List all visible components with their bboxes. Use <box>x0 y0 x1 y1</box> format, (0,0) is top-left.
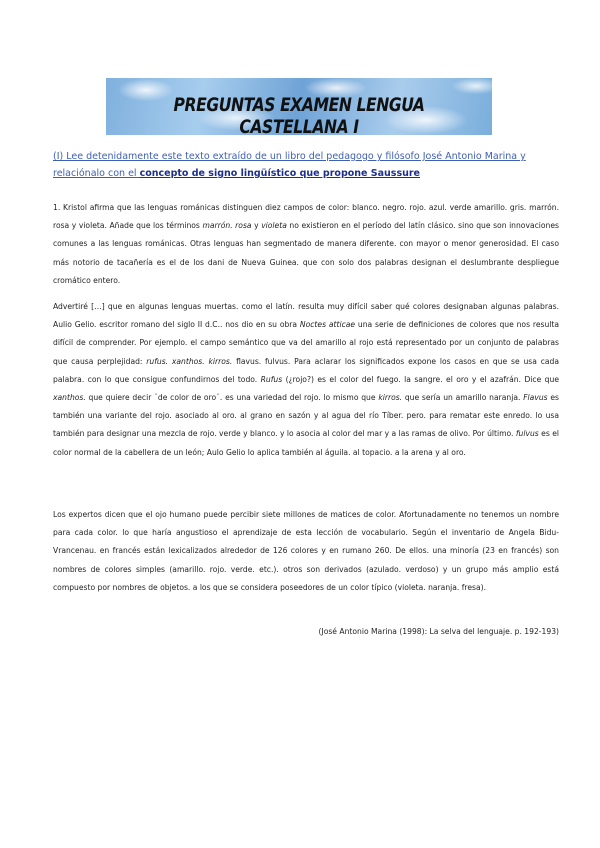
paragraph-1 <box>53 199 559 290</box>
italic-term: marrón. rosa <box>202 221 252 231</box>
italic-term: kirros. <box>378 393 403 403</box>
text-run: no existieron en el período del latín clásico. sino que son innovaciones comunes a las lenguas románicas. Otras lenguas han segmentado de manera diferente. con mayor o menor generosidad. El caso más notorio de tacañería es el de los dani de Nueva Guinea. que con solo dos palabras designan el deslumbrante despliegue cromático entero. <box>53 221 559 285</box>
question-text: (I) Lee detenidamente este texto extraído de un libro del pedagogo y filósofo José Antonio Marina y relaciónalo con el <box>53 151 526 179</box>
text-run: es el color normal de la cabellera de un león; Aulo Gelio lo aplica también al águila. al topacio. a la arena y al oro. <box>53 429 559 457</box>
italic-term: fulvus <box>515 429 539 439</box>
italic-term: Rufus <box>260 374 283 384</box>
question-prompt <box>53 148 559 182</box>
paragraph-2 <box>53 298 559 462</box>
text-run: Los expertos dicen que el ojo humano puede percibir siete millones de matices de color. Afortunadamente no tenemos un nombre para cada color. lo que haría angustioso el aprendizaje de esta lección de vocabulario. Según el inventario de Angela Bidu-Vrancenau. en francés están lexicalizados alrededor de 126 colores y en rumano 260. De ellos. una minoría (23 en francés) son nombres de colores simples (amarillo. rojo. verde. etc.). otros son derivados (azulado. verdoso) y un grupo más amplio está compuesto por nombres de objetos. a los que se considera poseedores de un color típico (violeta. naranja. fresa). <box>53 510 559 592</box>
italic-term: violeta <box>261 221 287 231</box>
text-run: es también una variante del rojo. asociado al oro. al grano en sazón y al agua del río Tíber. pero. para rematar este enredo. lo usa también para designar una mezcla de rojo. verde y blanco. y lo asocia al color del mar y a las ramas de olivo. Por último. <box>53 393 559 439</box>
text-run: que quiere decir ¨de color de oro¨. es una variedad del rojo. lo mismo que <box>85 393 379 403</box>
title-banner <box>106 78 492 135</box>
text-run: y <box>251 221 262 231</box>
italic-term: rufus. xanthos. kirros. <box>146 356 233 366</box>
italic-term: xanthos. <box>53 393 86 403</box>
citation: (José Antonio Marina (1998): La selva del lenguaje. p. 192-193) <box>318 627 559 636</box>
text-run: una serie de definiciones de colores que nos resulta difícil de comprender. Por ejemplo. el campo semántico que va del amarillo al rojo está representado por un conjunto de palabras que causa perplejidad: <box>53 320 560 366</box>
paragraph-3 <box>53 506 559 597</box>
text-run: flavus. fulvus. Para aclarar los significados expone los casos en que se usa cada palabra. con lo que consigue confundirnos del todo. <box>53 356 560 384</box>
banner-title: PREGUNTAS EXAMEN LENGUA CASTELLANA I <box>173 94 425 135</box>
text-run: (¿rojo?) es el color del fuego. la sangre. el oro y el azafrán. Dice que <box>282 374 559 384</box>
question-emphasis: concepto de signo lingüístico que propone Saussure <box>139 168 421 179</box>
text-run: Advertiré […] que en algunas lenguas muertas. como el latín. resulta muy difícil saber qué colores designaban algunas palabras. Aulio Gelio. escritor romano del siglo II d.C.. nos dio en su obra <box>53 302 559 330</box>
text-run: que sería un amarillo naranja. <box>402 393 524 403</box>
italic-term: Flavus <box>523 393 548 403</box>
italic-term: Noctes atticae <box>299 320 356 330</box>
text-run: 1. Kristol afirma que las lenguas románicas distinguen diez campos de color: blanco. negro. rojo. azul. verde amarillo. gris. marrón. rosa y violeta. Añade que los términos <box>53 203 559 231</box>
